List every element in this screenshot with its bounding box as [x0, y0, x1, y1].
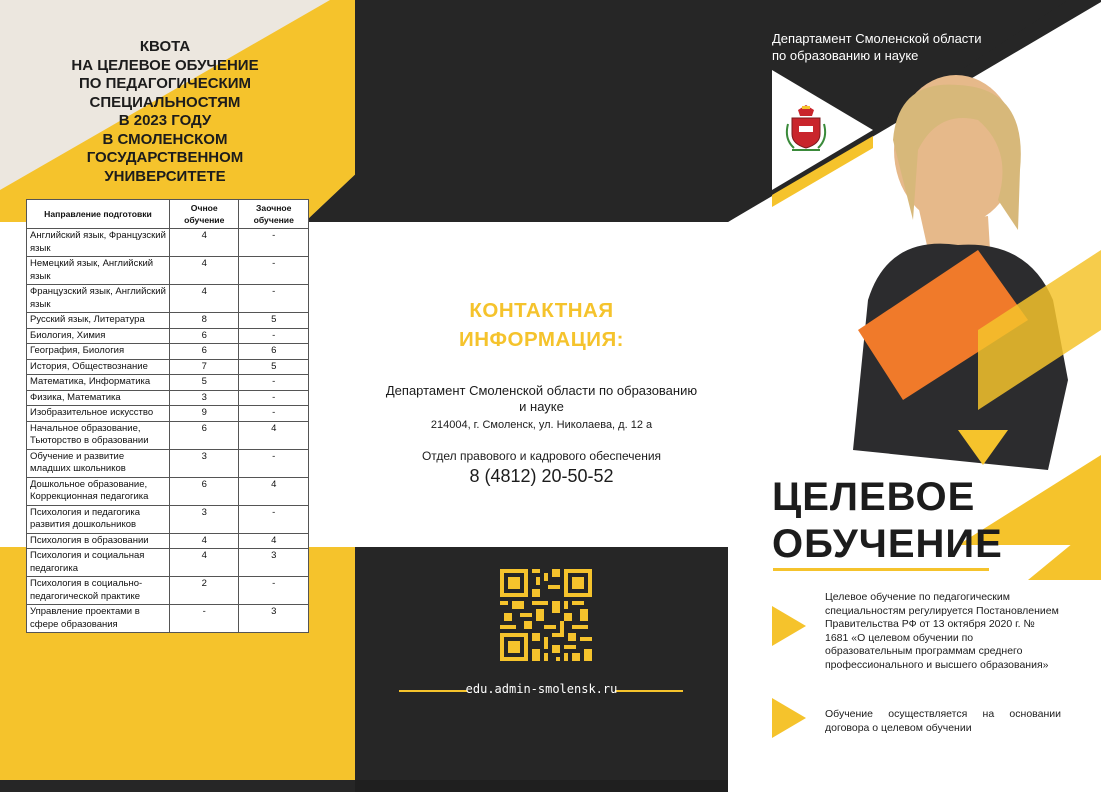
table-row: [27, 605, 309, 633]
table-row: [27, 390, 309, 406]
qr-code-icon[interactable]: [500, 569, 592, 661]
cell-parttime: 3: [239, 549, 309, 577]
cell-parttime: -: [239, 285, 309, 313]
table-row: [27, 577, 309, 605]
website-link[interactable]: edu.admin-smolensk.ru: [465, 682, 618, 696]
cell-direction: Английский язык, Французский язык: [27, 229, 170, 257]
header-parttime: Заочное обучение: [239, 200, 309, 229]
table-row: [27, 344, 309, 360]
cell-direction: Немецкий язык, Английский язык: [27, 257, 170, 285]
cell-direction: Управление проектами в сфере образования: [27, 605, 170, 633]
cell-fulltime: 6: [170, 421, 239, 449]
main-title: ЦЕЛЕВОЕ ОБУЧЕНИЕ: [772, 475, 1003, 566]
cell-parttime: -: [239, 406, 309, 422]
cell-fulltime: 6: [170, 328, 239, 344]
cell-fulltime: 4: [170, 533, 239, 549]
cell-fulltime: 6: [170, 344, 239, 360]
cell-parttime: -: [239, 390, 309, 406]
cell-parttime: -: [239, 577, 309, 605]
table-row: [27, 328, 309, 344]
note-contract: Обучение осуществляется на основании договора о целевом обучении: [825, 708, 1061, 734]
table-row: [27, 549, 309, 577]
contact-panel: [355, 0, 728, 792]
table-row: [27, 285, 309, 313]
cell-fulltime: 6: [170, 477, 239, 505]
cell-parttime: -: [239, 328, 309, 344]
cell-direction: Психология и социальная педагогика: [27, 549, 170, 577]
cover-panel: [728, 0, 1101, 792]
quota-title: КВОТА НА ЦЕЛЕВОЕ ОБУЧЕНИЕ ПО ПЕДАГОГИЧЕСКИМ СПЕЦИАЛЬНОСТЯМ В 2023 ГОДУ В СМОЛЕНСКОМ ГОСУДАРСТВЕННОМ УНИВЕРСИТЕТЕ: [71, 38, 259, 185]
cell-direction: Изобразительное искусство: [27, 406, 170, 422]
cell-direction: География, Биология: [27, 344, 170, 360]
quota-panel: [0, 0, 355, 792]
cell-direction: Биология, Химия: [27, 328, 170, 344]
cell-direction: Математика, Информатика: [27, 375, 170, 391]
table-row: [27, 406, 309, 422]
cell-fulltime: -: [170, 605, 239, 633]
table-header-row: [27, 200, 309, 229]
header-fulltime: Очное обучение: [170, 200, 239, 229]
cell-fulltime: 3: [170, 449, 239, 477]
cell-parttime: 6: [239, 344, 309, 360]
cell-parttime: -: [239, 505, 309, 533]
cell-parttime: 4: [239, 421, 309, 449]
table-row: [27, 313, 309, 329]
cell-fulltime: 4: [170, 549, 239, 577]
contact-title: КОНТАКТНАЯ ИНФОРМАЦИЯ:: [458, 299, 625, 351]
cell-direction: Русский язык, Литература: [27, 313, 170, 329]
table-row: [27, 421, 309, 449]
cell-direction: Психология в образовании: [27, 533, 170, 549]
cell-fulltime: 9: [170, 406, 239, 422]
quota-table: [26, 199, 309, 633]
triangle-bullet-icon: [772, 606, 806, 646]
cell-parttime: -: [239, 257, 309, 285]
cell-parttime: -: [239, 375, 309, 391]
phone-number: 8 (4812) 20-50-52: [469, 466, 614, 486]
table-row: [27, 505, 309, 533]
cell-direction: Физика, Математика: [27, 390, 170, 406]
department-name: Отдел правового и кадрового обеспечения: [421, 449, 662, 463]
cell-direction: Французский язык, Английский язык: [27, 285, 170, 313]
table-row: [27, 257, 309, 285]
header-direction: Направление подготовки: [27, 200, 170, 229]
table-row: [27, 477, 309, 505]
cell-fulltime: 7: [170, 359, 239, 375]
org-name: Департамент Смоленской области по образованию и науке: [385, 383, 698, 414]
cell-parttime: 5: [239, 359, 309, 375]
cell-direction: История, Обществознание: [27, 359, 170, 375]
address: 214004, г. Смоленск, ул. Николаева, д. 12 а: [430, 419, 653, 431]
cell-fulltime: 4: [170, 285, 239, 313]
cell-parttime: -: [239, 449, 309, 477]
cell-direction: Психология в социально-педагогической практике: [27, 577, 170, 605]
triangle-bullet-icon: [772, 698, 806, 738]
cell-fulltime: 5: [170, 375, 239, 391]
department-header: Департамент Смоленской области по образованию и науке: [772, 31, 982, 63]
cell-parttime: 5: [239, 313, 309, 329]
table-row: [27, 449, 309, 477]
table-row: [27, 533, 309, 549]
cell-fulltime: 8: [170, 313, 239, 329]
cell-fulltime: 2: [170, 577, 239, 605]
cell-parttime: -: [239, 229, 309, 257]
cell-parttime: 4: [239, 477, 309, 505]
cell-fulltime: 3: [170, 505, 239, 533]
note-regulation: Целевое обучение по педагогическим специальностям регулируется Постановлением Правительства РФ от 13 октября 2020 г. № 1681 «О целевом обучении по образовательным программам среднего профессионального и высшего образования»: [825, 591, 1059, 671]
cell-parttime: 3: [239, 605, 309, 633]
cell-direction: Обучение и развитие младших школьников: [27, 449, 170, 477]
cell-fulltime: 3: [170, 390, 239, 406]
table-row: [27, 229, 309, 257]
title-underline: [773, 568, 989, 571]
table-body: [27, 229, 309, 633]
coat-of-arms-icon: [784, 104, 828, 154]
cell-fulltime: 4: [170, 229, 239, 257]
cell-parttime: 4: [239, 533, 309, 549]
table-row: [27, 375, 309, 391]
cell-direction: Дошкольное образование, Коррекционная педагогика: [27, 477, 170, 505]
cell-direction: Психология и педагогика развития дошкольников: [27, 505, 170, 533]
cell-fulltime: 4: [170, 257, 239, 285]
table-row: [27, 359, 309, 375]
cell-direction: Начальное образование, Тьюторство в образовании: [27, 421, 170, 449]
